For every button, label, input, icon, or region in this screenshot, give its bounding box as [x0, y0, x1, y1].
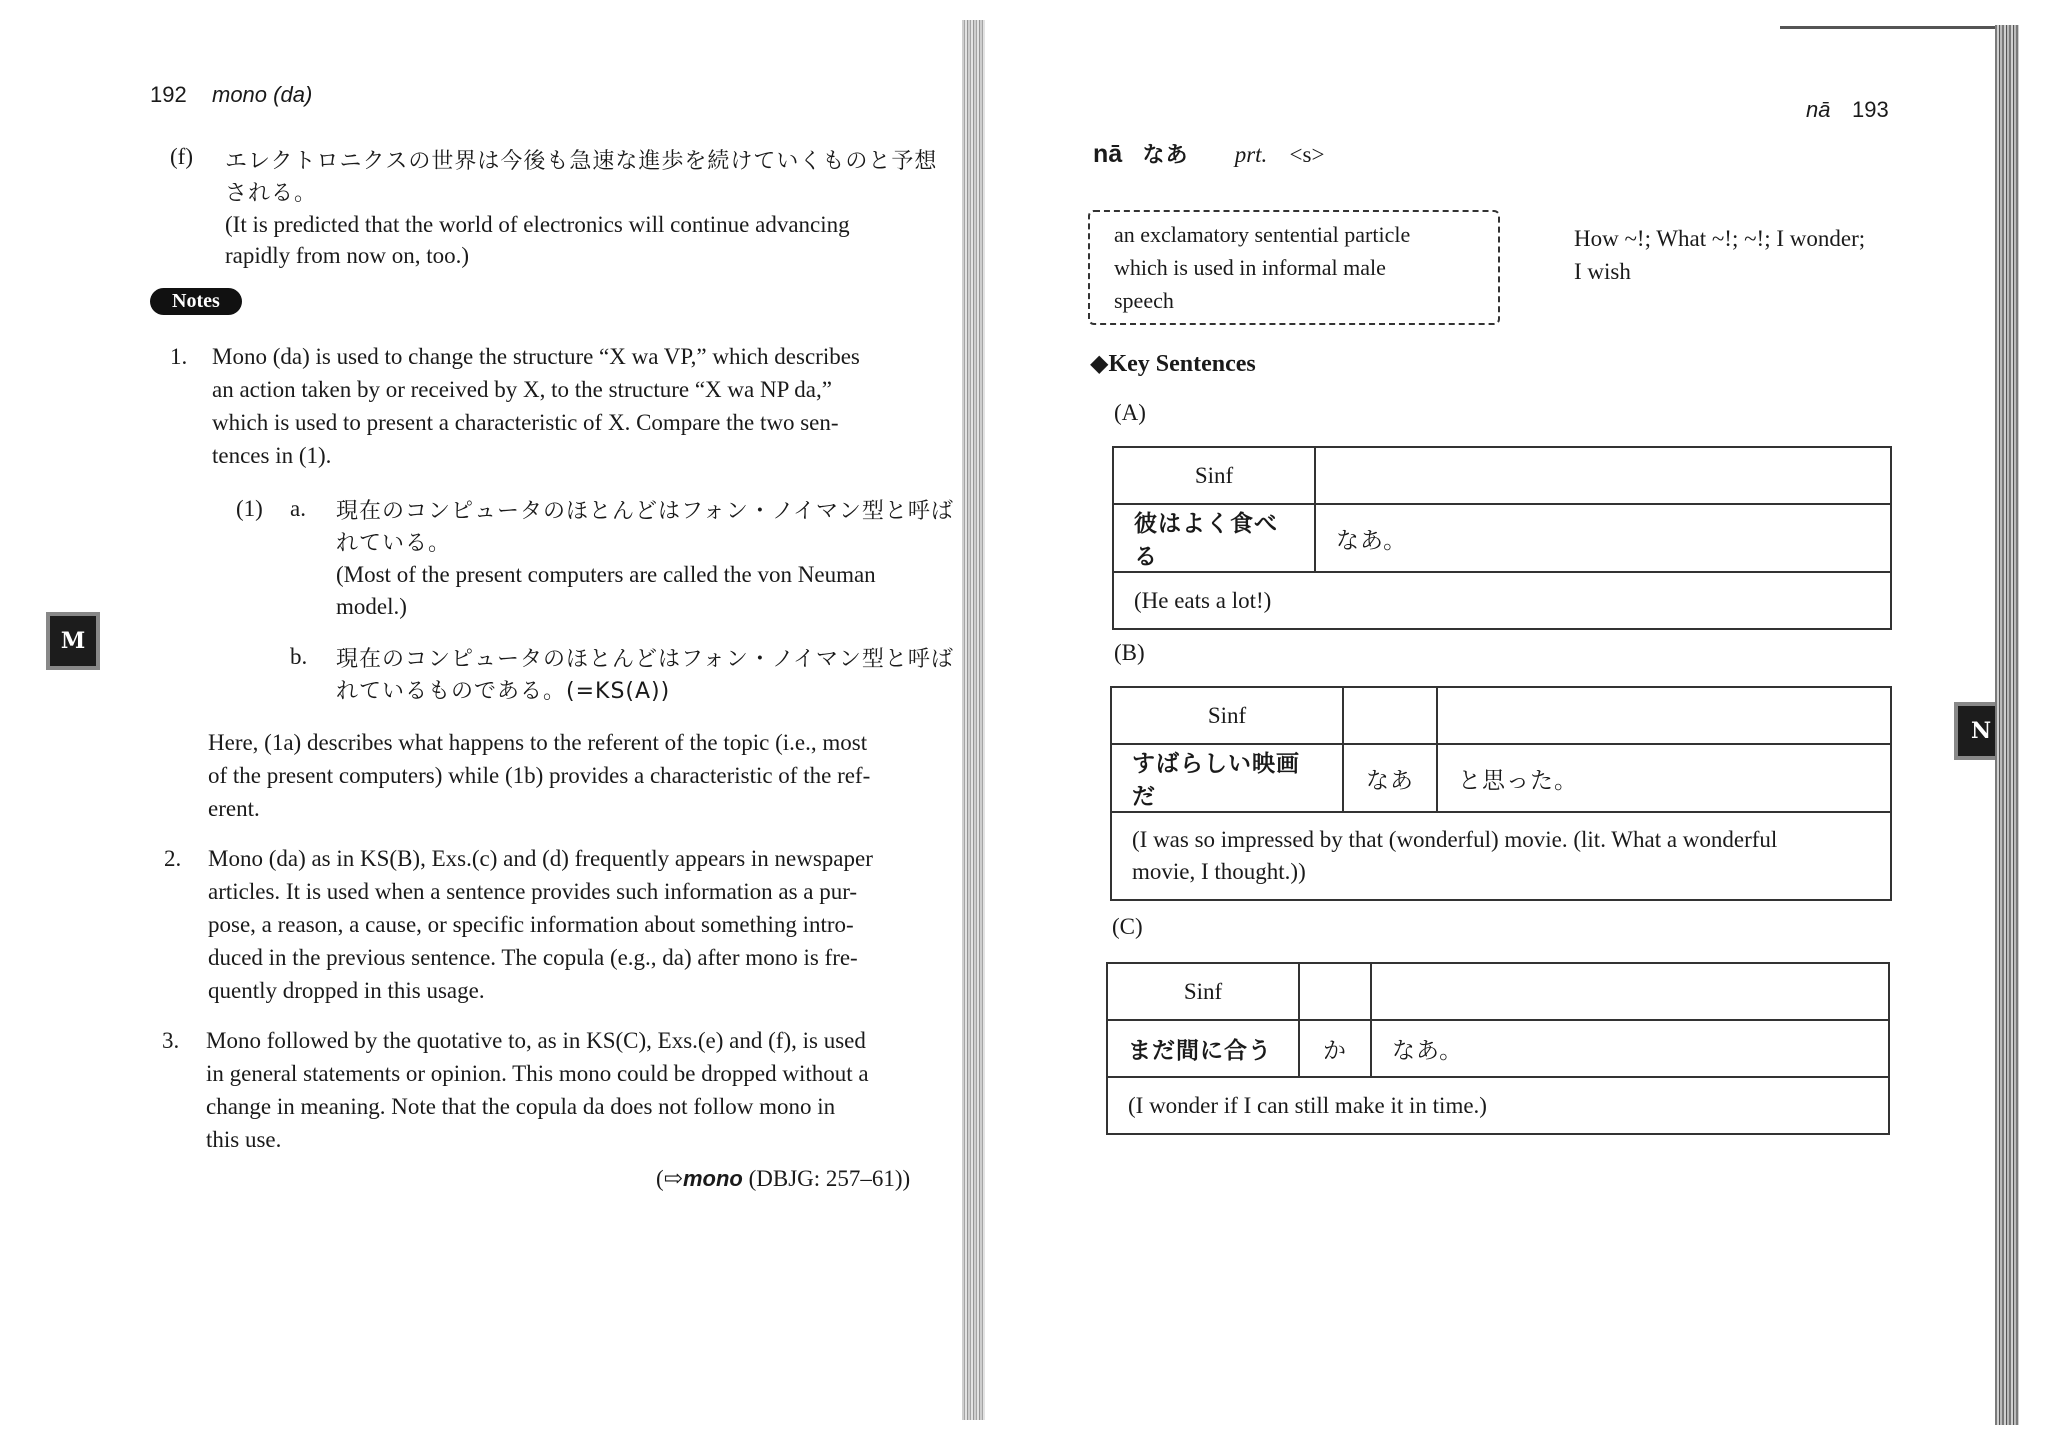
definition-line: speech — [1114, 288, 1174, 313]
right-page — [1000, 0, 2048, 1434]
ks-a-cell2: なあ。 — [1315, 504, 1891, 572]
ex1a-jp-line2: れている。 — [336, 531, 452, 556]
cross-reference — [656, 1162, 910, 1195]
ks-c-cell2: か — [1299, 1020, 1371, 1077]
ex1a-jp-line1: 現在のコンピュータのほとんどはフォン・ノイマン型と呼ば — [336, 499, 954, 524]
note2-line: quently dropped in this usage. — [208, 978, 485, 1003]
ks-c-translation: (I wonder if I can still make it in time.) — [1107, 1077, 1889, 1134]
ks-b-translation-line: movie, I thought.)) — [1132, 859, 1306, 884]
ks-c-cell3: なあ。 — [1371, 1020, 1889, 1077]
note1-number: 1. — [170, 344, 188, 369]
ex1b-jp-line1: 現在のコンピュータのほとんどはフォン・ノイマン型と呼ば — [336, 647, 954, 672]
ks-c-empty — [1371, 963, 1889, 1020]
note1-line: Mono (da) is used to change the structure “X wa VP,” which describes — [212, 344, 860, 369]
ks-b-cell3: と思った。 — [1437, 744, 1891, 812]
ks-c-empty — [1299, 963, 1371, 1020]
ks-c-table — [1106, 962, 1890, 1135]
ks-b-cell2: なあ — [1343, 744, 1437, 812]
ks-c-head: Sinf — [1107, 963, 1299, 1020]
note3-line: in general statements or opinion. This mono could be dropped without a — [206, 1061, 869, 1086]
key-sentences-heading: ◆Key Sentences — [1090, 351, 1256, 377]
note3-line: this use. — [206, 1127, 282, 1152]
ex1a-label: a. — [290, 496, 306, 521]
definition-line: an exclamatory sentential particle — [1114, 222, 1411, 247]
note1-after-line: of the present computers) while (1b) provides a characteristic of the ref- — [208, 763, 871, 788]
right-page-number: 193 — [1852, 97, 1889, 122]
note3-number: 3. — [162, 1028, 180, 1053]
ex1b-jp-line2: れているものである。(=KS(A)) — [336, 679, 671, 704]
note1-line: which is used to present a characteristic of X. Compare the two sen- — [212, 410, 839, 435]
ks-a-label: (A) — [1114, 400, 1146, 425]
ks-b-cell1: すばらしい映画だ — [1111, 744, 1343, 812]
example-f-jp-line2: される。 — [225, 181, 318, 206]
ks-b-label: (B) — [1114, 640, 1145, 665]
book-edge-right — [1995, 25, 2019, 1425]
definition-box — [1088, 210, 1500, 325]
entry-header — [1093, 138, 1324, 169]
right-running-head: nā — [1806, 97, 1831, 122]
entry-pos: prt. — [1234, 142, 1268, 167]
ks-a-translation: (He eats a lot!) — [1113, 572, 1891, 629]
ks-a-cell1: 彼はよく食べる — [1113, 504, 1315, 572]
note2-line: duced in the previous sentence. The copula (e.g., da) after mono is fre- — [208, 945, 858, 970]
note1-line: an action taken by or received by X, to the structure “X wa NP da,” — [212, 377, 832, 402]
left-running-head: mono (da) — [212, 82, 313, 107]
ks-b-table — [1110, 686, 1892, 901]
section-tab-m: M — [46, 612, 100, 670]
ex1b-label: b. — [290, 644, 308, 669]
note2-line: pose, a reason, a cause, or specific information about something intro- — [208, 912, 854, 937]
note1-after-line: erent. — [208, 796, 260, 821]
note3-line: change in meaning. Note that the copula da does not follow mono in — [206, 1094, 836, 1119]
page-edge-top — [1780, 26, 2010, 29]
ks-b-translation — [1111, 812, 1891, 900]
ex1-number: (1) — [236, 496, 263, 521]
ks-b-empty — [1343, 687, 1437, 744]
ex1a-en-line2: model.) — [336, 594, 407, 619]
entry-kana: なあ — [1142, 143, 1189, 168]
note3-line: Mono followed by the quotative to, as in KS(C), Exs.(e) and (f), is used — [206, 1028, 866, 1053]
definition-line: which is used in informal male — [1114, 255, 1386, 280]
note2-number: 2. — [164, 846, 182, 871]
left-page-number: 192 — [150, 82, 187, 107]
ks-a-table — [1112, 446, 1892, 630]
book-spine-left — [962, 20, 985, 1420]
example-f-jp-line1: エレクトロニクスの世界は今後も急速な進歩を続けていくものと予想 — [225, 149, 938, 174]
note1-line: tences in (1). — [212, 443, 332, 468]
notes-label: Notes — [150, 288, 242, 315]
translation-line: How ~!; What ~!; ~!; I wonder; — [1574, 226, 1866, 251]
note1-after-line: Here, (1a) describes what happens to the referent of the topic (i.e., most — [208, 730, 868, 755]
example-f-en-line2: rapidly from now on, too.) — [225, 243, 470, 268]
translation-line: I wish — [1574, 259, 1631, 284]
ks-b-empty — [1437, 687, 1891, 744]
cross-ref-arrow: (⇨ — [656, 1166, 683, 1191]
translation — [1574, 222, 1865, 288]
note2-line: articles. It is used when a sentence provides such information as a pur- — [208, 879, 858, 904]
cross-ref-rest: (DBJG: 257–61)) — [748, 1166, 911, 1191]
cross-ref-word: mono — [682, 1166, 743, 1191]
left-page — [0, 0, 985, 1434]
ks-b-head: Sinf — [1111, 687, 1343, 744]
example-f-label: (f) — [170, 144, 193, 169]
note2-line: Mono (da) as in KS(B), Exs.(c) and (d) frequently appears in newspaper — [208, 846, 873, 871]
ks-a-empty — [1315, 447, 1891, 504]
ks-c-label: (C) — [1112, 914, 1143, 939]
entry-word: nā — [1093, 140, 1123, 168]
ks-a-head: Sinf — [1113, 447, 1315, 504]
ks-b-translation-line: (I was so impressed by that (wonderful) movie. (lit. What a wonderful — [1132, 827, 1778, 852]
entry-register: <s> — [1289, 142, 1325, 167]
example-f-en-line1: (It is predicted that the world of electronics will continue advancing — [225, 212, 850, 237]
section-tab-n: N — [1954, 702, 2008, 760]
ks-c-cell1: まだ間に合う — [1107, 1020, 1299, 1077]
ex1a-en-line1: (Most of the present computers are called the von Neuman — [336, 562, 876, 587]
